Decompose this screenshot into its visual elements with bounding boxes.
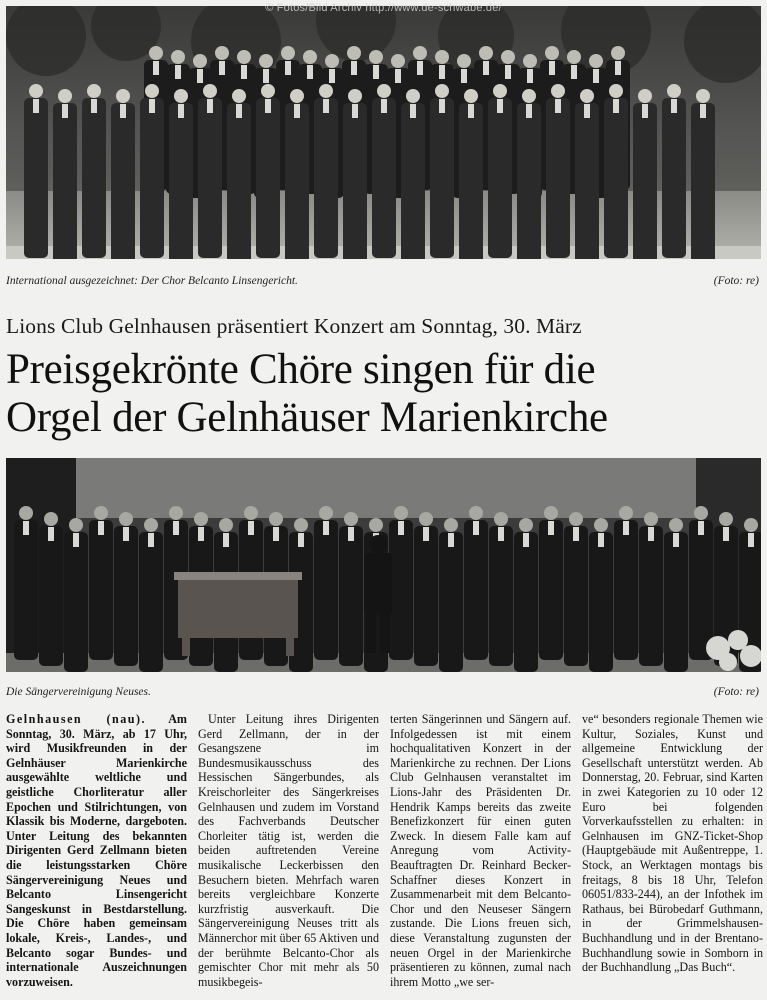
column-text: ve“ besonders regionale Themen wie Kultur, Soziales, Kunst und allgemeine Entwicklung der Gesellschaft unterstützt werden. Ab Donnerstag, 20. Februar, sind Karten in zwei Kategorien zu 10 oder 12 Euro bei folgenden Vorverkaufsstellen zu erhalten: in Gelnhausen im GNZ-Ticket-Shop (Hauptgebäude mit Außentreppe, 1. Stock, an Werktagen montags bis freitags, 8 bis 18 Uhr, Telefon 06051/833-244), an der Infothek im Rathaus, bei Bürobedarf Guthmann, in der Grimmelshausen-Buchhandlung und in der Brentano-Buchhandlung sowie in Somborn in der Buchhandlung „Das Buch“.	[582, 712, 763, 975]
photo-bottom-caption	[6, 686, 761, 698]
article-headline	[6, 346, 761, 442]
caption-text: International ausgezeichnet: Der Chor Belcanto Linsengericht.	[6, 275, 298, 287]
article-column-1	[6, 712, 187, 998]
article-column-4	[582, 712, 763, 998]
photo-credit: (Foto: re)	[713, 686, 759, 698]
column-text: Unter Leitung ihres Dirigenten Gerd Zellmann, der in der Gesangszene im Bundesmusikausschuss des Hessischen Sängerbundes, als Kreischorleiter des Sängerkreises Gelnhausen und zudem im Vorstand des Fachverbands Deutscher Chorleiter tätig ist, werden die beiden auftretenden Vereine musikalische Leckerbissen den Besuchern bieten. Mehrfach waren bereits vergleichbare Konzerte kurzfristig ausverkauft. Die Sängervereinigung Neuses tritt als Männerchor mit über 65 Aktiven und der berühmte Belcanto-Chor als gemischter Chor mit mehr als 50 musikbegeis-	[198, 712, 379, 989]
column-text: terten Sängerinnen und Sängern auf. Infolgedessen ist mit einem hochqualitativen Konzert in der Marienkirche zu rechnen. Der Lions Club Gelnhausen veranstaltet im Lions-Jahr des Präsidenten Dr. Hendrik Kamps bereits das zweite Benefizkonzert für einen guten Zweck. In diesem Falle kam auf Anregung vom Activity-Beauftragten Dr. Reinhard Becker-Schaffner dieses Konzert in Zusammenarbeit mit dem Belcanto-Chor und den Neuseser Sängern zustande. Die Lions freuen sich, diese Veranstaltung zugunsten der neuen Orgel in der Marienkirche präsentieren zu können, zumal nach ihrem Motto „we ser-	[390, 712, 571, 989]
photo-credit: (Foto: re)	[713, 275, 759, 287]
photo-top-caption	[6, 275, 761, 287]
article-body	[6, 712, 763, 998]
choir-neuses-photo	[6, 458, 761, 672]
article-column-3	[390, 712, 571, 998]
headline-line-2: Orgel der Gelnhäuser Marienkirche	[6, 394, 608, 441]
article-column-2	[198, 712, 379, 998]
choir-belcanto-photo	[6, 6, 761, 259]
dateline: Gelnhausen (nau).	[6, 712, 147, 726]
caption-text: Die Sängervereinigung Neuses.	[6, 686, 151, 698]
article-kicker: Lions Club Gelnhausen präsentiert Konzert am Sonntag, 30. März	[6, 314, 582, 338]
watermark: © Fotos/Bild Archiv http://www.de-schwabe.de/	[265, 2, 502, 14]
lead-paragraph: Am Sonntag, 30. März, ab 17 Uhr, wird Musikfreunden in der Gelnhäuser Marienkirche ausgewählte weltliche und geistliche Chorliteratur aller Epochen und Stilrichtungen, von Klassik bis Moderne, dargeboten. Unter Leitung des bekannten Dirigenten Gerd Zellmann bieten die leistungsstarken Chöre Sängervereinigung Neues und Belcanto Linsengericht Sangeskunst in Bestdarstellung. Die Chöre haben gemeinsam lokale, Kreis-, Landes-, und Belcanto sogar Bundes- und internationale Auszeichnungen vorzuweisen.	[6, 712, 187, 989]
headline-line-1: Preisgekrönte Chöre singen für die	[6, 346, 596, 393]
